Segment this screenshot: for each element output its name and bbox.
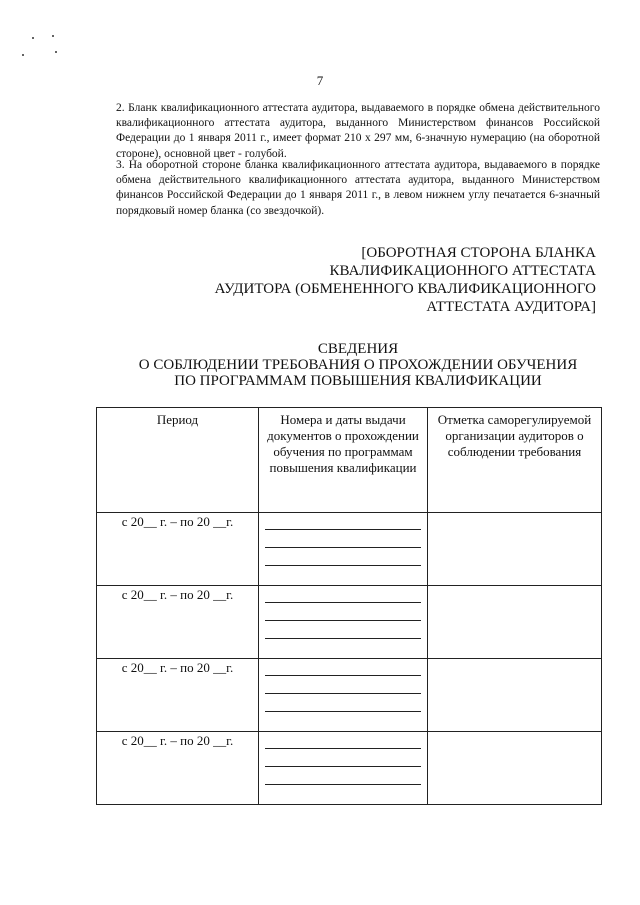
table-header-row xyxy=(97,408,602,513)
sro-mark-cell xyxy=(428,586,602,659)
period-text: с 20__ г. – по 20 __г. xyxy=(121,733,234,748)
paragraph-2: 2. Бланк квалификационного аттестата аудитора, выдаваемого в порядке обмена действительного квалификационного аттестата аудитора, выданного Министерством финансов Российской Федерации до 1 января 2011 г., имеет формат 210 х 297 мм, 6-значную нумерацию (на оборотной стороне), основной цвет - голубой. xyxy=(116,102,600,160)
sro-mark-cell xyxy=(428,659,602,732)
blank-line xyxy=(265,766,421,767)
blank-line xyxy=(265,675,421,676)
reverse-heading-line: АТТЕСТАТА АУДИТОРА] xyxy=(426,299,596,315)
info-heading-line: О СОБЛЮДЕНИИ ТРЕБОВАНИЯ О ПРОХОЖДЕНИИ ОБУЧЕНИЯ xyxy=(138,357,578,373)
blank-line xyxy=(265,565,421,566)
blank-line xyxy=(265,638,421,639)
reverse-heading-line: [ОБОРОТНАЯ СТОРОНА БЛАНКА xyxy=(361,245,596,261)
info-heading xyxy=(116,341,600,389)
table-row xyxy=(97,659,602,732)
scan-speck xyxy=(22,54,24,56)
period-text: с 20__ г. – по 20 __г. xyxy=(121,587,234,602)
period-cell xyxy=(97,659,259,732)
period-cell xyxy=(97,513,259,586)
paragraph-3: 3. На оборотной стороне бланка квалификационного аттестата аудитора, выдаваемого в порядке обмена действительного квалификационного аттестата аудитора, выданного Министерством финансов Российской Федерации до 1 января 2011 г., в левом нижнем углу печатается 6-значный порядковый номер бланка (со звездочкой). xyxy=(116,159,600,217)
info-heading-line: ПО ПРОГРАММАМ ПОВЫШЕНИЯ КВАЛИФИКАЦИИ xyxy=(174,373,542,389)
reverse-heading-line: КВАЛИФИКАЦИОННОГО АТТЕСТАТА xyxy=(329,263,596,279)
documents-cell xyxy=(259,659,428,732)
header-period: Период xyxy=(97,408,259,513)
header-documents: Номера и даты выдачи документов о прохождении обучения по программам повышения квалификации xyxy=(259,408,428,513)
blank-line xyxy=(265,784,421,785)
page-number: 7 xyxy=(316,73,324,88)
table-row xyxy=(97,513,602,586)
reverse-heading-line: АУДИТОРА (ОБМЕНЕННОГО КВАЛИФИКАЦИОННОГО xyxy=(214,281,596,297)
blank-line xyxy=(265,529,421,530)
documents-cell xyxy=(259,513,428,586)
blank-line xyxy=(265,748,421,749)
period-text: с 20__ г. – по 20 __г. xyxy=(121,514,234,529)
blank-line xyxy=(265,602,421,603)
scan-speck xyxy=(52,35,54,37)
reverse-side-heading xyxy=(176,244,596,316)
period-text: с 20__ г. – по 20 __г. xyxy=(121,660,234,675)
table-row xyxy=(97,732,602,805)
blank-line xyxy=(265,711,421,712)
header-sro-mark: Отметка саморегулируемой организации аудиторов о соблюдении требования xyxy=(428,408,602,513)
blank-line xyxy=(265,620,421,621)
table-row xyxy=(97,586,602,659)
documents-cell xyxy=(259,732,428,805)
period-cell xyxy=(97,732,259,805)
training-record-table xyxy=(96,407,602,805)
scan-speck xyxy=(55,51,57,53)
sro-mark-cell xyxy=(428,732,602,805)
info-heading-title: СВЕДЕНИЯ xyxy=(317,341,399,357)
blank-line xyxy=(265,693,421,694)
documents-cell xyxy=(259,586,428,659)
period-cell xyxy=(97,586,259,659)
blank-line xyxy=(265,547,421,548)
scan-speck xyxy=(32,37,34,39)
sro-mark-cell xyxy=(428,513,602,586)
